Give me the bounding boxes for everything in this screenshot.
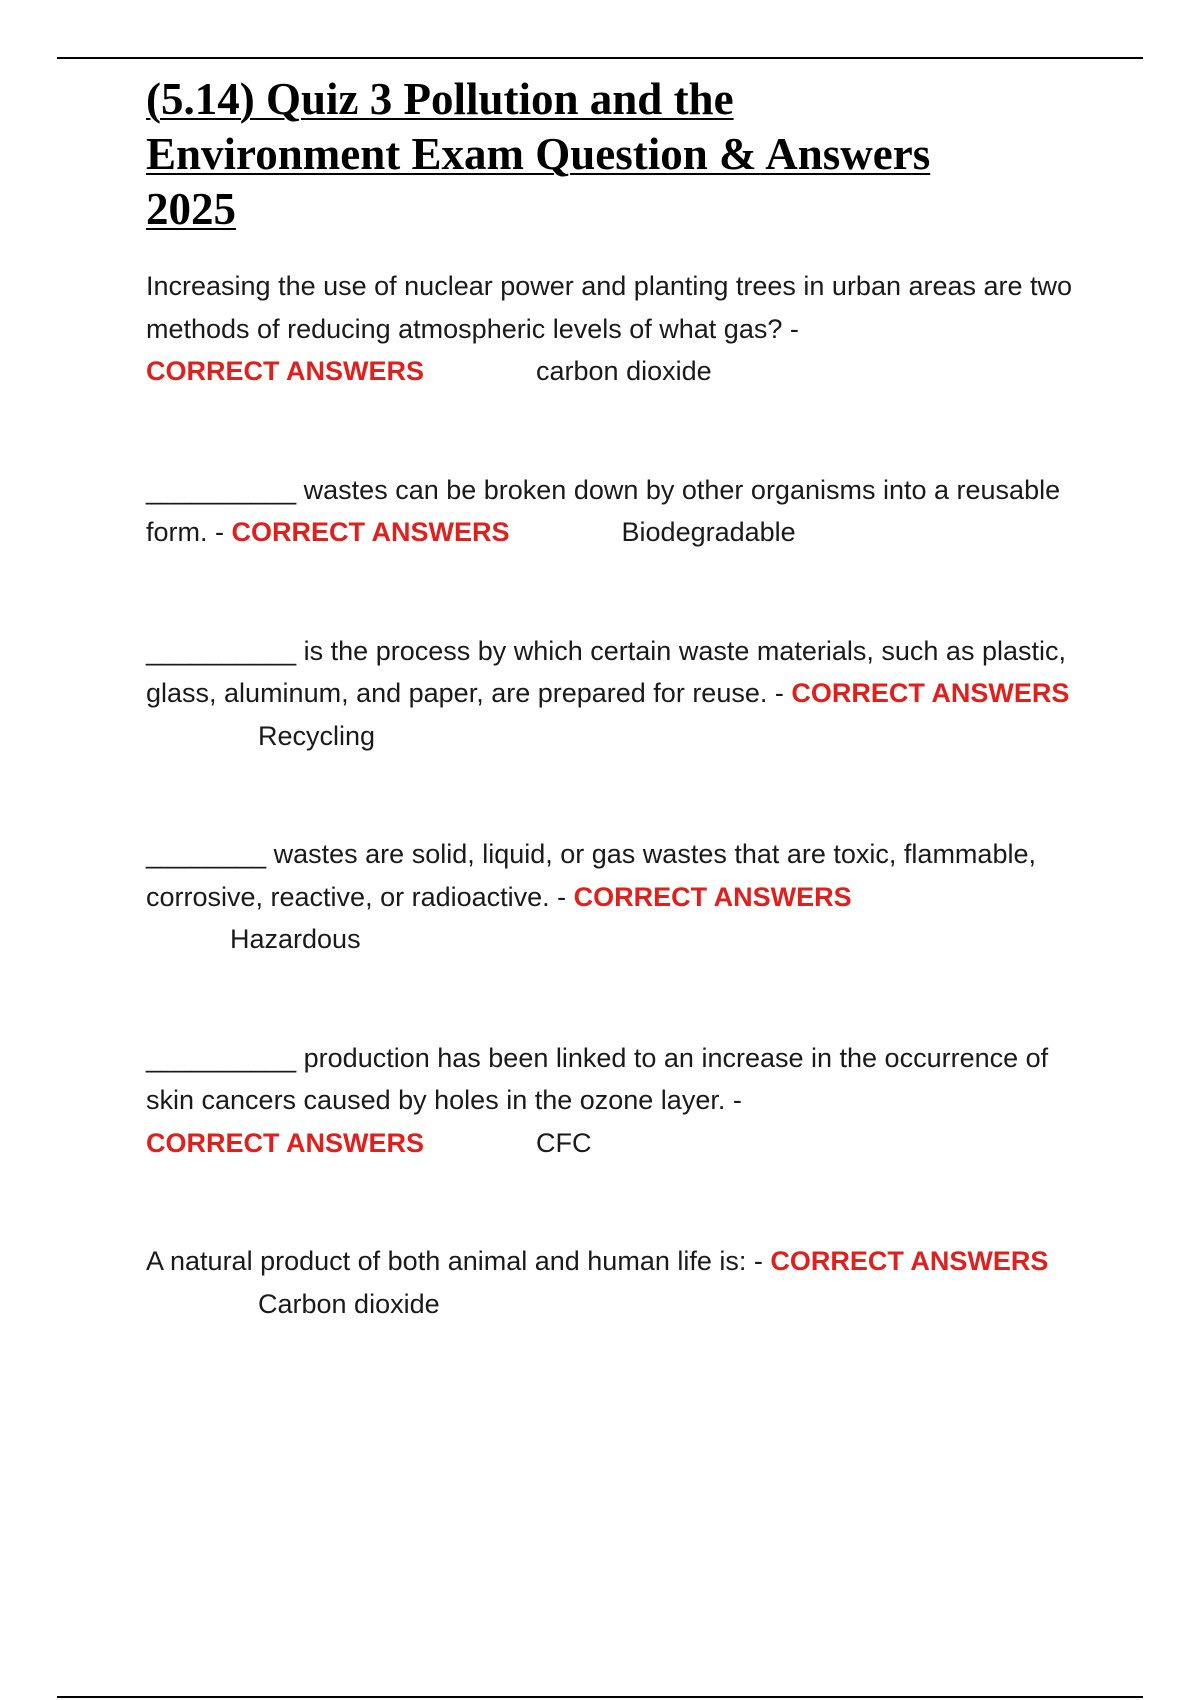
question-4-marker: CORRECT ANSWERS	[573, 881, 852, 912]
question-spacer	[146, 961, 1090, 1037]
question-1-answer: carbon dioxide	[536, 356, 712, 386]
document-body	[146, 72, 1090, 1325]
question-2-answer: Biodegradable	[621, 517, 796, 547]
question-6	[146, 1240, 1090, 1325]
question-2-prompt: __________ wastes can be broken down by other organisms into a reusable form. -	[146, 474, 1061, 547]
title-line-1: (5.14) Quiz 3 Pollution and the	[146, 74, 734, 124]
question-1-marker: CORRECT ANSWERS	[146, 356, 425, 386]
question-spacer	[146, 757, 1090, 833]
question-6-prompt: A natural product of both animal and human life is: -	[146, 1246, 763, 1276]
question-2	[146, 469, 1090, 554]
bottom-divider	[57, 1696, 1143, 1698]
question-4-answer: Hazardous	[230, 924, 361, 954]
question-6-marker: CORRECT ANSWERS	[770, 1246, 1049, 1276]
document-title	[146, 72, 1090, 237]
title-line-2: Environment Exam Question & Answers	[146, 129, 931, 179]
question-6-answer: Carbon dioxide	[258, 1288, 440, 1319]
top-divider	[57, 57, 1143, 59]
question-1-prompt: Increasing the use of nuclear power and planting trees in urban areas are two methods of reducing atmospheric levels of what gas? -	[146, 271, 1073, 344]
question-3-answer: Recycling	[258, 720, 376, 751]
question-2-marker: CORRECT ANSWERS	[231, 517, 510, 547]
question-5-marker: CORRECT ANSWERS	[146, 1127, 425, 1158]
question-4-prompt: ________ wastes are solid, liquid, or gas wastes that are toxic, flammable, corrosive, reactive, or radioactive. -	[146, 839, 1036, 912]
question-3	[146, 630, 1090, 758]
question-spacer	[146, 1164, 1090, 1240]
question-5	[146, 1037, 1090, 1165]
question-1	[146, 265, 1090, 393]
title-line-3: 2025	[146, 184, 236, 234]
question-3-marker: CORRECT ANSWERS	[791, 678, 1070, 708]
question-5-prompt: __________ production has been linked to an increase in the occurrence of skin cancers caused by holes in the ozone layer. -	[146, 1042, 1049, 1115]
question-spacer	[146, 554, 1090, 630]
question-3-prompt: __________ is the process by which certain waste materials, such as plastic, glass, aluminum, and paper, are prepared for reuse. -	[146, 635, 1066, 708]
question-spacer	[146, 393, 1090, 469]
question-4	[146, 833, 1090, 961]
question-5-answer: CFC	[536, 1127, 592, 1158]
